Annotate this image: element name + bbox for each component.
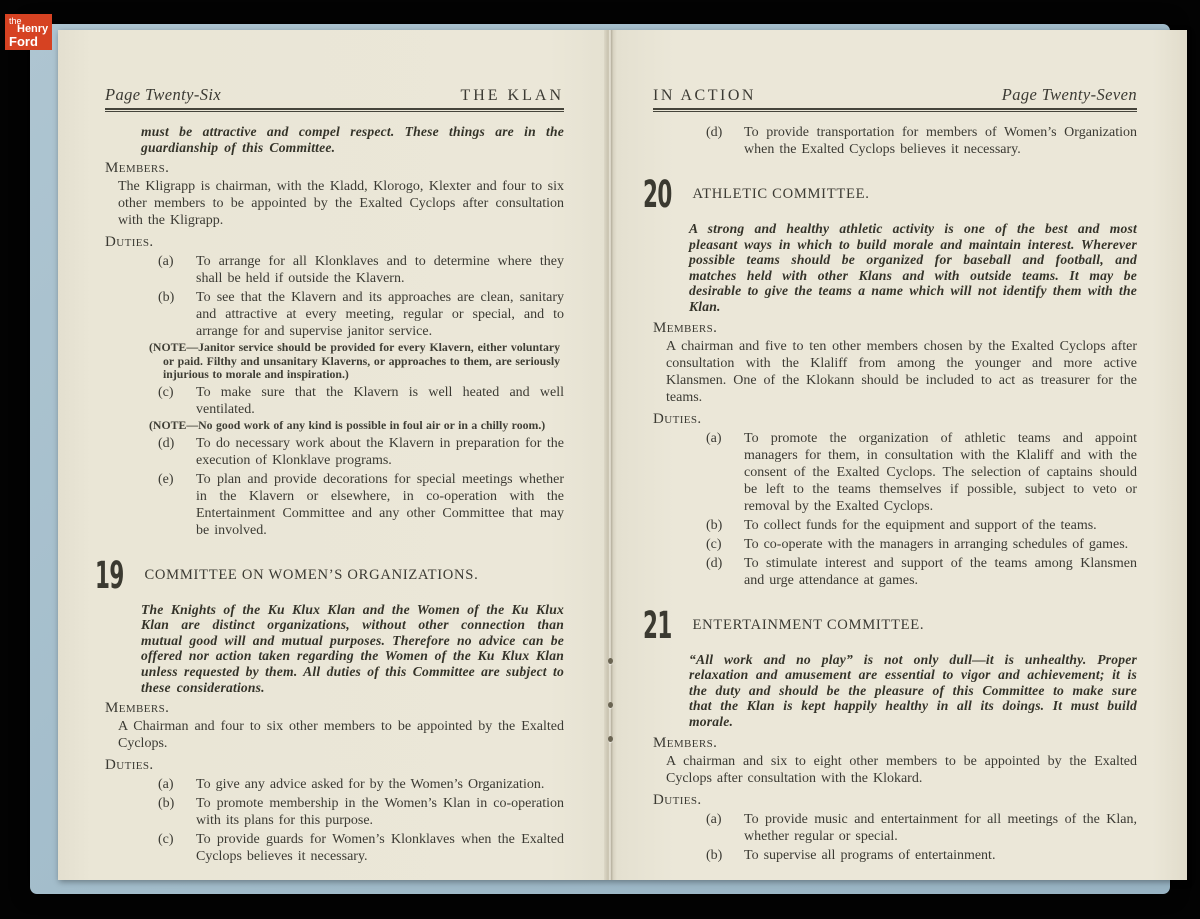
left-page-content [95, 124, 564, 865]
duty-item [105, 831, 564, 865]
duty-item [653, 555, 1137, 589]
duty-item [653, 847, 1137, 864]
right-page [617, 30, 1187, 880]
section-label: Duties. [105, 234, 154, 251]
duty-item-letter: (b) [158, 796, 175, 812]
book-cover [30, 24, 1170, 894]
duty-item [105, 471, 564, 539]
duty-item-text: To see that the Klavern and its approaches are clean, sanitary and attractive at every meeting, regular or special, and to arrange for and supervise janitor service. [196, 290, 564, 340]
duty-item-letter: (e) [158, 471, 174, 487]
duty-item-letter: (a) [706, 811, 722, 827]
logo-text-the: the [9, 16, 22, 26]
duty-item-text: To provide guards for Women’s Klonklaves when the Exalted Cyclops believes it necessary. [196, 832, 564, 865]
duty-item-text: To collect funds for the equipment and support of the teams. [744, 517, 1097, 533]
section-label: Members. [105, 160, 170, 177]
section-number: 20 [643, 173, 672, 216]
stitch-hole [608, 702, 613, 708]
note-paragraph: (NOTE—No good work of any kind is possible in foul air or in a chilly room.) [149, 417, 546, 432]
duty-item [653, 124, 1137, 158]
lead-paragraph: A strong and healthy athletic activity is one of the best and most pleasant ways in which to build morale and maintain interest. Wherever possible teams should be organized for baseball and football, and matches held with other Klans and with outside teams. It may be desirable to give the teams a name which will not identify them with the Klan. [689, 221, 1137, 314]
duty-item-letter: (a) [158, 254, 174, 270]
right-page-running-title: IN ACTION [653, 87, 756, 104]
duty-item-text: To arrange for all Klonklaves and to determine where they shall be held if outside the Klavern. [196, 254, 564, 287]
section-title: COMMITTEE ON WOMEN’S ORGANIZATIONS. [144, 566, 479, 583]
book-spine-gutter [604, 30, 617, 880]
duty-item [653, 811, 1137, 845]
left-header-rule [105, 108, 564, 112]
stitch-hole [608, 658, 613, 664]
duty-item [105, 253, 564, 287]
right-page-header [653, 86, 1137, 104]
right-header-rule [653, 108, 1137, 112]
duty-item-text: To promote the organization of athletic teams and appoint managers for them, in consultation with the Klaliff and with the consent of the Exalted Cyclops. The selection of captains should be left to the teams themselves if possible, subject to veto or removal by the Exalted Cyclops. [744, 430, 1137, 514]
duty-item-text: To provide music and entertainment for all meetings of the Klan, whether regular or special. [744, 811, 1137, 844]
duty-item-text: To do necessary work about the Klavern in preparation for the execution of Klonklave programs. [196, 435, 564, 468]
lead-paragraph: “All work and no play” is not only dull—it is unhealthy. Proper relaxation and amusement are essential to vigor and achievement; it is the duty and should be the pleasure of this Committee to make sure that the Klan is kept happily healthy in all its doings. It must build morale. [689, 651, 1137, 729]
left-page [58, 30, 604, 880]
body-paragraph: The Kligrapp is chairman, with the Kladd, Klorogo, Klexter and four to six other members to be appointed by the Exalted Cyclops after consultation with the Kligrapp. [118, 179, 564, 229]
section-label: Members. [105, 700, 170, 717]
body-paragraph: A chairman and six to eight other members to be appointed by the Exalted Cyclops after consultation with the Klokard. [666, 753, 1137, 786]
duty-item-text: To give any advice asked for by the Women’s Organization. [196, 777, 545, 793]
duty-item-text: To plan and provide decorations for special meetings whether in the Klavern or elsewhere, in co-operation with the Entertainment Committee and any other Committee that may be involved. [196, 471, 564, 538]
stitch-hole [608, 736, 613, 742]
logo-text-henry: Henry [17, 23, 49, 35]
section-heading [95, 553, 564, 597]
duty-item [105, 289, 564, 340]
duty-item-letter: (a) [158, 777, 174, 793]
duty-item-letter: (b) [706, 847, 723, 863]
section-number: 21 [643, 603, 672, 647]
duty-item-letter: (d) [158, 435, 175, 451]
duty-item-text: To supervise all programs of entertainment. [744, 847, 996, 863]
left-page-running-title: THE KLAN [460, 87, 564, 104]
duty-item [653, 536, 1137, 553]
section-heading [643, 173, 1137, 216]
duty-item-letter: (b) [158, 290, 175, 306]
henry-ford-logo [5, 14, 52, 50]
duty-item-text: To promote membership in the Women’s Klan in co-operation with its plans for this purpose. [196, 796, 564, 829]
duty-item [653, 517, 1137, 534]
section-label: Members. [653, 734, 718, 751]
duty-item-text: To co-operate with the managers in arranging schedules of games. [744, 536, 1129, 552]
section-number: 19 [95, 553, 124, 597]
duty-item-text: To make sure that the Klavern is well heated and well ventilated. [196, 384, 564, 417]
left-page-header [105, 86, 564, 104]
duty-item-letter: (a) [706, 430, 722, 446]
duty-item [653, 430, 1137, 515]
section-label: Members. [653, 319, 718, 336]
section-title: ENTERTAINMENT COMMITTEE. [692, 616, 925, 633]
note-paragraph: (NOTE—Janitor service should be provided for every Klavern, either voluntary or paid. Filthy and unsanitary Klaverns, or approaches to them, are seriously injurious to morale and inspiration.) [149, 340, 560, 382]
left-page-folio: Page Twenty-Six [105, 85, 222, 104]
duty-item-letter: (d) [706, 555, 723, 571]
duty-item [105, 384, 564, 418]
section-title: ATHLETIC COMMITTEE. [692, 186, 870, 202]
body-paragraph: A chairman and five to ten other members chosen by the Exalted Cyclops after consultation with the Klaliff from among the younger and more active Klansmen. One of the Klokann should be included to act as treasurer for the teams. [666, 338, 1137, 405]
section-heading [643, 603, 1137, 647]
duty-item-letter: (b) [706, 517, 723, 533]
duty-item-text: To stimulate interest and support of the teams among Klansmen and urge attendance at games. [744, 555, 1137, 588]
lead-paragraph: The Knights of the Ku Klux Klan and the Women of the Ku Klux Klan are distinct organizations, without other connection than mutual good will and mutual purposes. Therefore no advice can be offered nor action taken regarding the Women of the Ku Klux Klan unless requested by them. All duties of this Committee are subject to these considerations. [141, 601, 564, 695]
duty-item [105, 435, 564, 469]
duty-item [105, 776, 564, 793]
page-spread [58, 30, 1187, 880]
duty-item-text: To provide transportation for members of Women’s Organization when the Exalted Cyclops believes it necessary. [744, 125, 1137, 157]
duty-item [105, 795, 564, 829]
section-label: Duties. [653, 410, 702, 427]
section-label: Duties. [105, 757, 154, 774]
duty-item-letter: (c) [158, 832, 174, 848]
logo-text-ford: Ford [9, 34, 38, 49]
right-page-content [643, 124, 1137, 864]
section-label: Duties. [653, 791, 702, 808]
body-paragraph: A Chairman and four to six other members to be appointed by the Exalted Cyclops. [118, 719, 564, 752]
lead-paragraph: must be attractive and compel respect. These things are in the guardianship of this Committee. [141, 124, 564, 155]
duty-item-letter: (c) [706, 536, 722, 552]
duty-item-letter: (d) [706, 125, 723, 140]
duty-item-letter: (c) [158, 384, 174, 400]
right-page-folio: Page Twenty-Seven [1001, 85, 1137, 104]
